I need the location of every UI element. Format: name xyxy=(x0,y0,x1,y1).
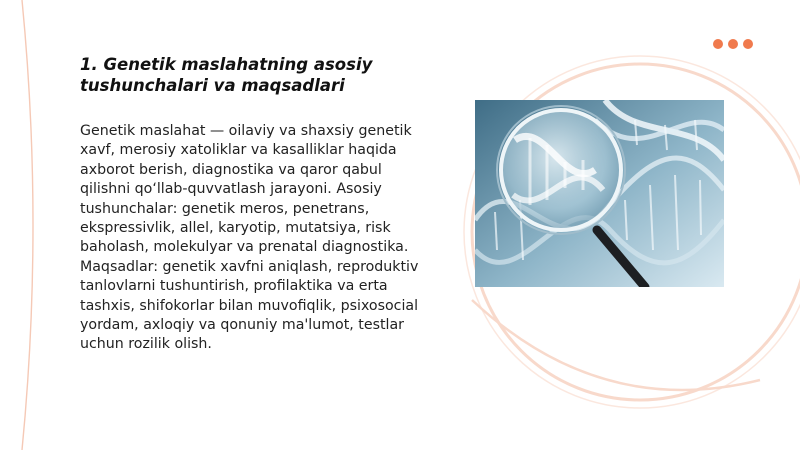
dna-magnifier-image xyxy=(475,100,724,287)
slide-title: 1. Genetik maslahatning asosiy tushunchalari va maqsadlari xyxy=(80,55,373,95)
slide-body: Genetik maslahat — oilaviy va shaxsiy genetik xavf, merosiy xatoliklar va kasalliklar haqida axborot berish, diagnostika va qaror qabul qilishni qo‘llab-quvvatlash jarayoni. Asosiy tushunchalar: genetik meros, penetrans, ekspressivlik, allel, karyotip, mutatsiya, risk baholash, molekulyar va prenatal diagnostika. Maqsadlar: genetik xavfni aniqlash, reproduktiv tanlovlarni tushuntirish, profilaktika va erta tashxis, shifokorlar bilan muvofiqlik, psixosocial yordam, axloqiy va qonuniy ma'lumot, testlar uchun rozilik olish. xyxy=(80,123,419,353)
slide-dots xyxy=(713,39,753,49)
dot-icon xyxy=(713,39,723,49)
dot-icon xyxy=(743,39,753,49)
dot-icon xyxy=(728,39,738,49)
